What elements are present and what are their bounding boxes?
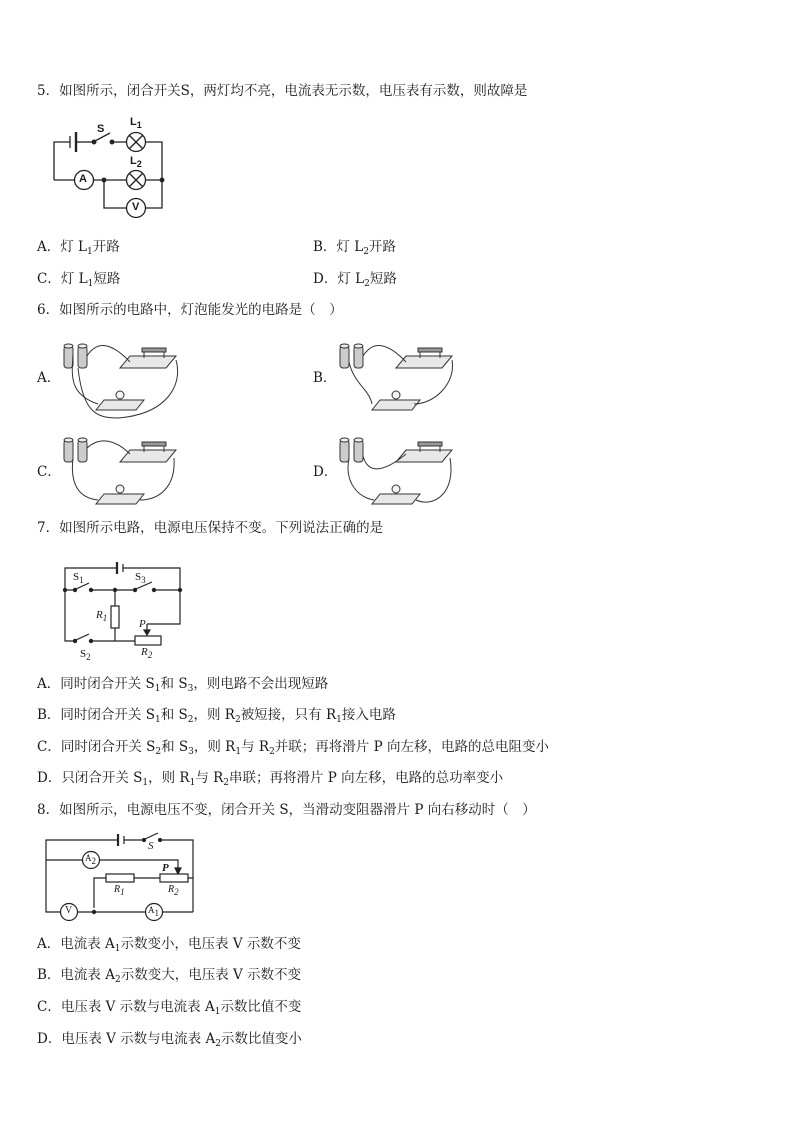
q7-fig-s2-label: $S_2$ <box>80 648 91 662</box>
q5-fig-lamp1-label: $L_1$ <box>130 116 142 130</box>
q6-option-b-label[interactable]: B． <box>313 370 337 386</box>
q6-option-c-figure[interactable] <box>58 428 188 513</box>
q5-fig-ammeter-label: A <box>79 173 87 185</box>
q8-option-d[interactable]: D．电压表 V 示数与电流表 $A_2$示数比值变小 <box>37 1031 302 1049</box>
q7-option-b[interactable]: B．同时闭合开关 $S_1$和 $S_2$，则 $R_2$被短接，只有 $R_1$接入电路 <box>37 707 396 725</box>
q5-option-c[interactable]: C．灯 $L_1$短路 <box>37 271 121 289</box>
q8-fig-a1-label: $A_1$ <box>148 905 159 918</box>
q7-option-d[interactable]: D．只闭合开关 $S_1$，则 $R_1$与 $R_2$串联；再将滑片 P 向左移，电路的总功率变小 <box>37 770 504 788</box>
q8-option-a[interactable]: A．电流表 $A_1$示数变小，电压表 V 示数不变 <box>37 936 301 954</box>
q7-fig-p-label: P <box>139 618 146 630</box>
q7-option-c[interactable]: C．同时闭合开关 $S_2$和 $S_3$，则 $R_1$与 $R_2$并联；再将滑片 P 向左移，电路的总电阻变小 <box>37 739 549 757</box>
q8-fig-r2-label: $R_2$ <box>168 884 179 897</box>
q6-option-d-figure[interactable] <box>334 428 464 513</box>
q6-option-a-label[interactable]: A． <box>37 370 61 386</box>
q8-circuit-figure <box>38 830 203 925</box>
q8-option-c[interactable]: C．电压表 V 示数与电流表 $A_1$示数比值不变 <box>37 999 302 1017</box>
q5-option-b[interactable]: B．灯 $L_2$开路 <box>313 239 396 257</box>
q6-option-a-figure[interactable] <box>58 334 188 419</box>
q5-fig-switch-label: S <box>97 123 105 135</box>
q8-option-b[interactable]: B．电流表 $A_2$示数变大，电压表 V 示数不变 <box>37 967 302 985</box>
q5-option-a[interactable]: A．灯 $L_1$开路 <box>37 239 120 257</box>
q7-fig-s3-label: $S_3$ <box>135 571 146 585</box>
q6-option-d-label[interactable]: D． <box>313 464 338 480</box>
q6-stem: 6．如图所示的电路中，灯泡能发光的电路是（ ） <box>37 302 343 318</box>
q8-fig-s-label: S <box>148 840 154 852</box>
q8-fig-p-label: P <box>162 862 169 874</box>
q7-stem: 7．如图所示电路，电源电压保持不变。下列说法正确的是 <box>37 520 384 536</box>
q6-option-b-figure[interactable] <box>334 334 464 419</box>
q5-option-d[interactable]: D．灯 $L_2$短路 <box>313 271 397 289</box>
q5-circuit-figure <box>40 112 180 222</box>
q7-option-a[interactable]: A．同时闭合开关 $S_1$和 $S_3$，则电路不会出现短路 <box>37 676 329 694</box>
q8-fig-a2-label: $A_2$ <box>85 853 96 866</box>
q8-fig-v-label: V <box>65 905 73 916</box>
q7-fig-r2-label: $R_2$ <box>141 646 153 660</box>
q7-circuit-figure <box>55 556 195 666</box>
q7-fig-s1-label: $S_1$ <box>73 571 84 585</box>
q7-fig-r1-label: $R_1$ <box>96 609 108 623</box>
q8-stem: 8．如图所示，电源电压不变，闭合开关 S，当滑动变阻器滑片 P 向右移动时（ ） <box>37 802 536 818</box>
q5-fig-voltmeter-label: V <box>132 201 140 213</box>
q5-fig-lamp2-label: $L_2$ <box>130 155 142 169</box>
q6-option-c-label[interactable]: C． <box>37 464 61 480</box>
q5-stem: 5．如图所示，闭合开关S，两灯均不亮，电流表无示数，电压表有示数，则故障是 <box>37 83 528 99</box>
q8-fig-r1-label: $R_1$ <box>114 884 125 897</box>
